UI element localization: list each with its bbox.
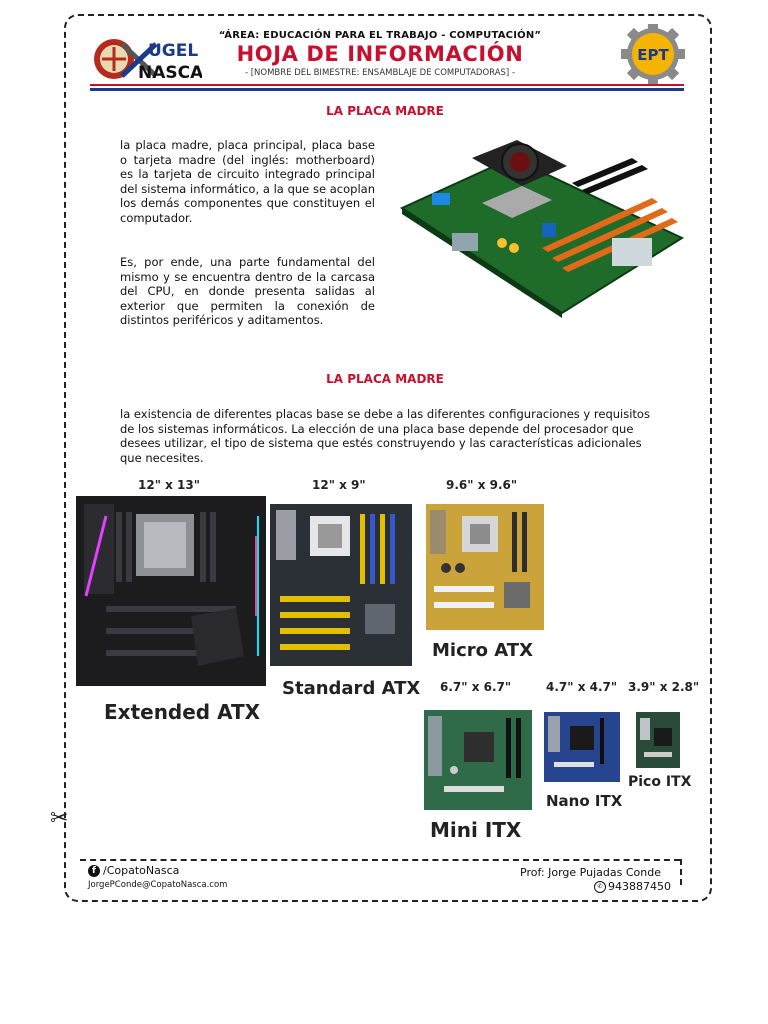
nano-itx-board-image xyxy=(544,712,620,782)
email-address: JorgePConde@CopatoNasca.com xyxy=(88,880,228,890)
bimester-subtitle: - [NOMBRE DEL BIMESTRE: ENSAMBLAJE DE COMPUTADORAS] - xyxy=(244,68,516,78)
phone-number: 943887450 xyxy=(608,880,671,893)
phone-contact xyxy=(594,880,671,893)
logo-ept-text: EPT xyxy=(637,46,669,64)
facebook-contact xyxy=(88,864,179,877)
standard-atx-board-image xyxy=(270,504,412,666)
name-label-extended-atx: Extended ATX xyxy=(104,700,261,724)
size-label-standard-atx: 12" x 9" xyxy=(312,478,366,492)
size-label-pico-itx: 3.9" x 2.8" xyxy=(628,680,700,694)
extended-atx-board-image xyxy=(76,496,266,686)
footer-divider-vertical xyxy=(680,859,682,885)
size-label-nano-itx: 4.7" x 4.7" xyxy=(546,680,618,694)
name-label-pico-itx: Pico ITX xyxy=(628,774,692,790)
whatsapp-icon: ✆ xyxy=(594,881,606,893)
teacher-name: Prof: Jorge Pujadas Conde xyxy=(520,866,661,879)
pico-itx-board-image xyxy=(636,712,680,768)
scissors-icon: ✂ xyxy=(50,806,69,831)
section1-title: LA PLACA MADRE xyxy=(326,104,444,118)
header-rule-blue xyxy=(90,88,684,91)
facebook-icon: f xyxy=(88,865,100,877)
section1-paragraph2: Es, por ende, una parte fundamental del mismo y se encuentra dentro de la carcasa del CPU, en donde presenta salidas al exterior que permiten la conexión de distintos periféricos y aditamentos. xyxy=(120,255,375,327)
section1-paragraph1: la placa madre, placa principal, placa base o tarjeta madre (del inglés: motherboard) es la tarjeta de circuito integrado principal del sistema informático, a la que se acoplan los demás componentes que constituyen el computador. xyxy=(120,138,375,225)
header-rule-red xyxy=(90,84,684,86)
size-label-extended-atx: 12" x 13" xyxy=(138,478,200,492)
section2-title: LA PLACA MADRE xyxy=(326,372,444,386)
name-label-standard-atx: Standard ATX xyxy=(282,678,421,699)
motherboard-illustration xyxy=(392,138,688,318)
logo-ugel-text: UGEL xyxy=(148,41,199,61)
section2-paragraph: la existencia de diferentes placas base se debe a las diferentes configuraciones y requisitos de los sistemas informáticos. La elección de una placa base depende del procesador que desees utilizar, el tipo de sistema que estés construyendo y las características adicionales que necesites. xyxy=(120,407,650,465)
size-label-micro-atx: 9.6" x 9.6" xyxy=(446,478,518,492)
ugel-nasca-logo xyxy=(92,34,202,84)
ept-gear-logo xyxy=(620,24,686,84)
name-label-nano-itx: Nano ITX xyxy=(546,792,623,810)
facebook-handle: /CopatoNasca xyxy=(103,864,180,877)
name-label-mini-itx: Mini ITX xyxy=(430,818,522,842)
size-label-mini-itx: 6.7" x 6.7" xyxy=(440,680,512,694)
name-label-micro-atx: Micro ATX xyxy=(432,640,533,661)
mini-itx-board-image xyxy=(424,710,532,810)
logo-nasca-text: NASCA xyxy=(138,63,202,83)
micro-atx-board-image xyxy=(426,504,544,630)
footer-divider xyxy=(80,859,680,861)
page-title: HOJA DE INFORMACIÓN xyxy=(236,42,524,66)
area-line: “ÁREA: EDUCACIÓN PARA EL TRABAJO - COMPUTACIÓN” xyxy=(218,30,542,41)
